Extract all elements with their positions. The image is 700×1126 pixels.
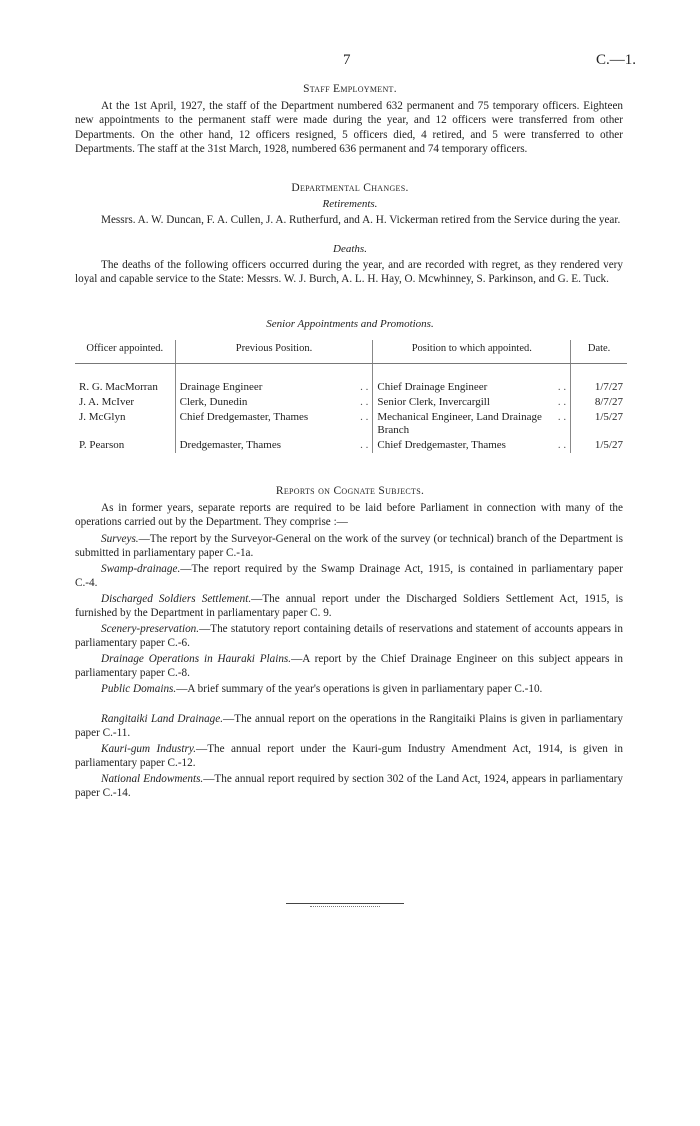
dot-leader: . .: [557, 411, 567, 423]
report-item-text: —The report by the Surveyor-General on the work of the survey (or technical) branch of the Department is submitted in parliamentary paper C.-1a.: [75, 533, 623, 560]
report-item: [75, 742, 623, 771]
appointments-heading: Senior Appointments and Promotions.: [266, 318, 434, 330]
previous-position-cell: . . Dredgemaster, Thames: [175, 438, 373, 453]
previous-position-cell: . . Chief Dredgemaster, Thames: [175, 410, 373, 438]
deaths-heading: Deaths.: [333, 243, 367, 255]
table-row: [75, 438, 627, 453]
report-item-title: Drainage Operations in Hauraki Plains.: [101, 653, 292, 665]
date-cell: 1/5/27: [571, 410, 627, 438]
officer-cell: J. A. McIver: [79, 396, 134, 408]
dot-leader: . .: [360, 381, 369, 393]
report-item: [75, 772, 623, 801]
reports-intro: As in former years, separate reports are required to be laid before Parliament in connection with many of the operations carried out by the Department. They comprise :—: [75, 502, 623, 529]
closing-rule-dotted: [310, 906, 380, 907]
dot-leader: . .: [360, 411, 369, 423]
date-cell: 1/5/27: [571, 438, 627, 453]
report-item-text: —The statutory report containing details of reservations and statement of accounts appears in parliamentary paper C.-6.: [75, 623, 623, 650]
date-cell: 1/7/27: [571, 380, 627, 395]
date-cell: 8/7/27: [571, 395, 627, 410]
report-item-text: —A report by the Chief Drainage Engineer on this subject appears in parliamentary paper C.-8.: [75, 653, 624, 680]
column-header: Previous Position.: [175, 340, 373, 364]
new-position-cell: . . Chief Dredgemaster, Thames: [373, 438, 571, 453]
report-item: [75, 712, 623, 741]
table-row: [75, 410, 627, 438]
report-item-text: —The annual report under the Discharged Soldiers Settlement Act, 1915, is furnished by the Department in parliamentary paper C. 9.: [75, 593, 624, 620]
officer-cell: J. McGlyn: [79, 411, 126, 423]
reports-heading: Reports on Cognate Subjects.: [275, 485, 425, 497]
closing-rule: [286, 903, 404, 904]
dot-leader: . .: [557, 396, 567, 408]
new-position-cell: . . Senior Clerk, Invercargill: [373, 395, 571, 410]
dot-leader: . .: [360, 396, 369, 408]
report-item-text: —The report required by the Swamp Drainage Act, 1915, is contained in parliamentary paper C.-4.: [75, 563, 623, 590]
staff-employment-paragraph: At the 1st April, 1927, the staff of the Department numbered 632 permanent and 75 temporary officers. Eighteen new appointments to the permanent staff were made during the year, and 12 officers were transferred from other Departments. On the other hand, 12 officers resigned, 5 officers died, 4 retired, and 5 were transferred to other Departments. The staff at the 31st March, 1928, numbered 636 permanent and 74 temporary officers.: [75, 100, 623, 155]
staff-employment-heading: Staff Employment.: [303, 83, 397, 95]
report-item: [75, 682, 623, 696]
previous-position-cell: . . Drainage Engineer: [175, 380, 373, 395]
report-item-text: —The annual report on the operations in the Rangitaiki Plains is given in parliamentary paper C.-11.: [75, 713, 623, 740]
report-item-title: National Endowments.: [101, 773, 204, 785]
report-item-title: Scenery-preservation.: [101, 623, 200, 635]
column-header: Date.: [571, 340, 627, 364]
report-item: [75, 652, 623, 681]
report-item-text: —The annual report under the Kauri-gum Industry Amendment Act, 1914, is given in parliamentary paper C.-12.: [75, 743, 623, 770]
deaths-paragraph: The deaths of the following officers occurred during the year, and are recorded with regret, as they rendered very loyal and capable service to the State: Messrs. W. J. Burch, A. L. H. Hay, O. Mcwhinney, S. Parkinson, and G. E. Tuck.: [75, 259, 623, 286]
report-item-title: Surveys.: [101, 533, 139, 545]
table-row: [75, 395, 627, 410]
previous-position-cell: . . Clerk, Dunedin: [175, 395, 373, 410]
document-reference: C.—1.: [595, 52, 636, 68]
column-header: Officer appointed.: [75, 340, 175, 364]
report-item-title: Rangitaiki Land Drainage.: [101, 713, 224, 725]
report-item-title: Public Domains.: [101, 683, 177, 695]
report-item: [75, 622, 623, 651]
report-item-text: —The annual report required by section 302 of the Land Act, 1924, appears in parliamentary paper C.-14.: [75, 773, 623, 800]
dot-leader: . .: [360, 439, 369, 451]
table-row: [75, 380, 627, 395]
appointments-table: [75, 340, 627, 453]
report-item-title: Discharged Soldiers Settlement.: [101, 593, 252, 605]
officer-cell: P. Pearson: [79, 439, 125, 451]
report-item-text: —A brief summary of the year's operations is given in parliamentary paper C.-10.: [176, 683, 543, 695]
report-item-title: Swamp-drainage.: [101, 563, 181, 575]
report-item: [75, 562, 623, 591]
dot-leader: . .: [557, 381, 567, 393]
retirements-heading: Retirements.: [322, 198, 378, 210]
report-item: [75, 532, 623, 561]
officer-cell: R. G. MacMorran: [79, 381, 158, 393]
table-header-row: [75, 340, 627, 364]
new-position-cell: . . Mechanical Engineer, Land Drainage Branch: [373, 410, 571, 438]
report-item: [75, 592, 623, 621]
dot-leader: . .: [557, 439, 567, 451]
retirements-paragraph: Messrs. A. W. Duncan, F. A. Cullen, J. A. Rutherfurd, and A. H. Vickerman retired from the Service during the year.: [101, 214, 621, 226]
new-position-cell: . . Chief Drainage Engineer: [373, 380, 571, 395]
column-header: Position to which appointed.: [373, 340, 571, 364]
report-item-title: Kauri-gum Industry.: [101, 743, 196, 755]
page-number: 7: [343, 52, 351, 68]
departmental-changes-heading: Departmental Changes.: [291, 182, 409, 194]
